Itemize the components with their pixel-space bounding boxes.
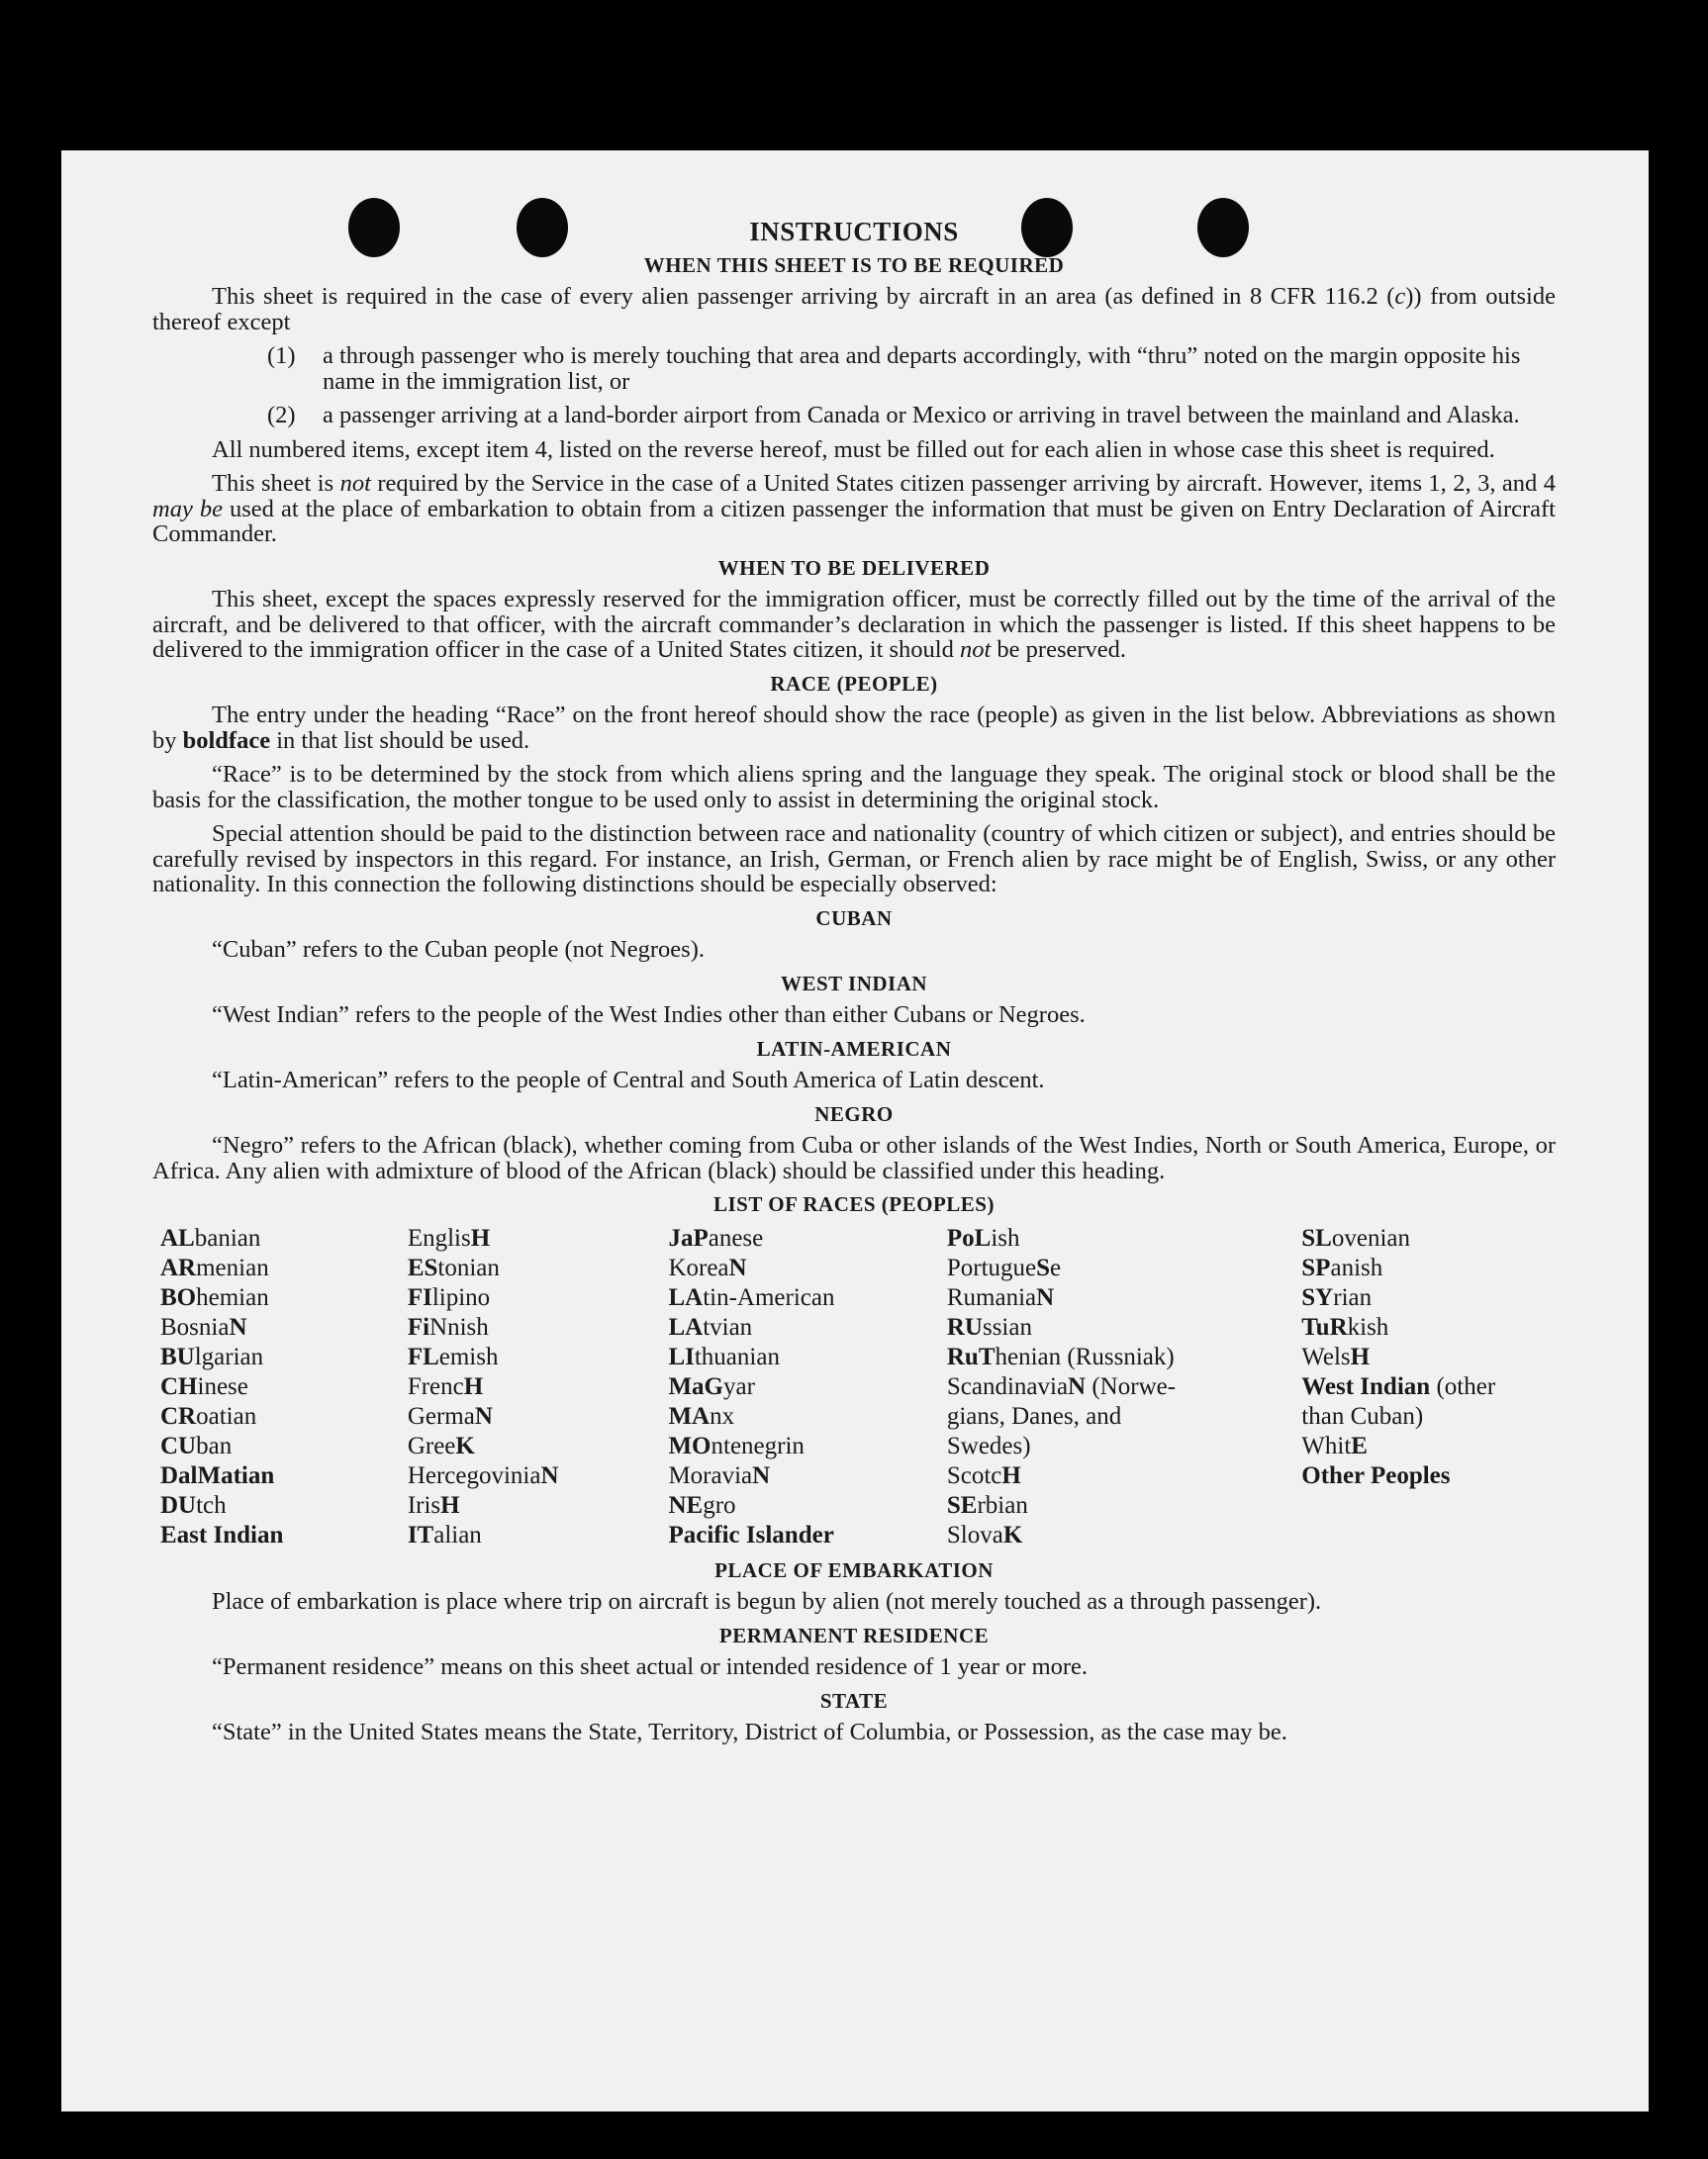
race-entry: ALbanian — [160, 1224, 261, 1252]
section-heading: WEST INDIAN — [780, 971, 928, 995]
race-entry: NEgro — [668, 1491, 736, 1519]
race-entry: MOntenegrin — [668, 1432, 805, 1459]
race-entry: RUssian — [946, 1313, 1032, 1341]
race-entry: PoLish — [946, 1224, 1020, 1252]
list-item: (2) a passenger arriving at a land-border airport from Canada or Mexico or arriving in travel between the mainland and Alaska. — [267, 402, 1520, 428]
race-entry: gians, Danes, and — [946, 1402, 1122, 1430]
race-entry: CUban — [160, 1432, 233, 1459]
paragraph: The entry under the heading “Race” on the front hereof should show the race (people) as given in the list below. Abbreviations as shown by boldface in that list should be used. — [152, 702, 1556, 754]
paragraph: “Negro” refers to the African (black), whether coming from Cuba or other islands of the West Indies, North or South America, Europe, or Africa. Any alien with admixture of blood of the African (black) should be classified under this heading. — [152, 1132, 1556, 1184]
section-heading: RACE (PEOPLE) — [770, 671, 938, 696]
race-entry: ARmenian — [160, 1254, 269, 1281]
paragraph: This sheet is required in the case of every alien passenger arriving by aircraft in an area (as defined in 8 CFR 116.2 (c)) from outside thereof except — [152, 283, 1556, 335]
races-column — [408, 1224, 669, 1550]
paragraph: “West Indian” refers to the people of the West Indies other than either Cubans or Negroes. — [212, 1001, 1086, 1028]
race-entry: Pacific Islander — [668, 1521, 834, 1549]
race-entry: RumaniaN — [946, 1283, 1055, 1311]
race-entry: SlovaK — [946, 1521, 1023, 1549]
race-entry: HercegoviniaN — [407, 1461, 559, 1489]
section-heading: NEGRO — [814, 1101, 894, 1126]
race-entry: BOhemian — [160, 1283, 269, 1311]
race-entry: FrencH — [407, 1372, 484, 1400]
race-entry: ITalian — [407, 1521, 482, 1549]
race-entry: CHinese — [160, 1372, 248, 1400]
page-title: INSTRUCTIONS — [749, 217, 959, 246]
paragraph: Special attention should be paid to the distinction between race and nationality (country of which citizen or subject), and entries should be carefully revised by inspectors in this regard. For instance, an Irish, German, or French alien by race might be of English, Swiss, or any other nationality. In this connection the following distinctions should be especially observed: — [152, 820, 1556, 897]
race-entry: FiNnish — [407, 1313, 489, 1341]
race-entry: WelsH — [1301, 1343, 1371, 1370]
paragraph: This sheet, except the spaces expressly reserved for the immigration officer, must be correctly filled out by the time of the arrival of the aircraft, and be delivered to that officer, with the aircraft commander’s declaration in which the passenger is listed. If this sheet happens to be delivered to the immigration officer in the case of a United States citizen, it should not be preserved. — [152, 586, 1556, 663]
race-entry: BUlgarian — [160, 1343, 264, 1370]
race-entry: KoreaN — [668, 1254, 747, 1281]
section-heading: LATIN-AMERICAN — [756, 1036, 952, 1061]
list-item: (1) a through passenger who is merely touching that area and departs accordingly, with “thru” noted on the margin opposite his name in the immigration list, or — [267, 342, 1521, 395]
paragraph: “Cuban” refers to the Cuban people (not Negroes). — [212, 936, 705, 963]
race-entry: LAtvian — [668, 1313, 753, 1341]
section-heading: STATE — [819, 1688, 889, 1713]
race-entry: DUtch — [160, 1491, 227, 1519]
race-entry: GermaN — [407, 1402, 493, 1430]
race-entry: FIlipino — [407, 1283, 491, 1311]
race-entry: JaPanese — [668, 1224, 764, 1252]
paragraph: “State” in the United States means the State, Territory, District of Columbia, or Possession, as the case may be. — [212, 1719, 1287, 1745]
race-entry: West Indian (other — [1301, 1372, 1496, 1400]
section-heading: PLACE OF EMBARKATION — [714, 1557, 994, 1582]
race-entry: Swedes) — [946, 1432, 1031, 1459]
race-entry: ScandinaviaN (Norwe- — [946, 1372, 1177, 1400]
section-heading: WHEN TO BE DELIVERED — [717, 555, 991, 580]
race-entry: SYrian — [1301, 1283, 1373, 1311]
race-entry: MAnx — [668, 1402, 735, 1430]
race-entry: ScotcH — [946, 1461, 1021, 1489]
race-entry: SLovenian — [1301, 1224, 1411, 1252]
race-entry: SErbian — [946, 1491, 1028, 1519]
instructions-content — [152, 217, 1556, 1754]
paragraph: All numbered items, except item 4, listed on the reverse hereof, must be filled out for each alien in whose case this sheet is required. — [212, 435, 1495, 463]
section-heading: CUBAN — [815, 905, 893, 930]
race-entry: than Cuban) — [1301, 1402, 1424, 1430]
races-column — [1301, 1224, 1556, 1550]
race-entry: FLemish — [407, 1343, 499, 1370]
paragraph: This sheet is not required by the Service in the case of a United States citizen passenger arriving by aircraft. However, items 1, 2, 3, and 4 may be used at the place of embarkation to obtain from a citizen passenger the information that must be given on Entry Declaration of Aircraft Commander. — [152, 470, 1556, 547]
section-heading: LIST OF RACES (PEOPLES) — [713, 1192, 995, 1216]
race-entry: East Indian — [160, 1521, 284, 1549]
document-page — [61, 150, 1649, 2112]
race-entry: MoraviaN — [668, 1461, 771, 1489]
races-column — [668, 1224, 946, 1550]
section-heading: WHEN THIS SHEET IS TO BE REQUIRED — [643, 252, 1065, 277]
race-entry: BosniaN — [160, 1313, 247, 1341]
race-entry: WhitE — [1301, 1432, 1368, 1459]
races-column — [160, 1224, 408, 1550]
race-entry: CRoatian — [160, 1402, 257, 1430]
race-entry: LIthuanian — [668, 1343, 780, 1370]
races-list — [160, 1224, 1556, 1550]
race-entry: Other Peoples — [1301, 1461, 1451, 1489]
race-entry: MaGyar — [668, 1372, 755, 1400]
paragraph: “Race” is to be determined by the stock from which aliens spring and the language they speak. The original stock or blood shall be the basis for the classification, the mother tongue to be used only to assist in determining the original stock. — [152, 761, 1556, 813]
races-column — [947, 1224, 1301, 1550]
race-entry: EStonian — [407, 1254, 500, 1281]
race-entry: TuRkish — [1301, 1313, 1389, 1341]
race-entry: PortugueSe — [946, 1254, 1062, 1281]
race-entry: SPanish — [1301, 1254, 1383, 1281]
race-entry: GreeK — [407, 1432, 475, 1459]
paragraph: Place of embarkation is place where trip on aircraft is begun by alien (not merely touched as a through passenger). — [212, 1588, 1322, 1615]
paragraph: “Latin-American” refers to the people of Central and South America of Latin descent. — [212, 1067, 1045, 1093]
section-heading: PERMANENT RESIDENCE — [718, 1623, 990, 1647]
race-entry: EnglisH — [407, 1224, 491, 1252]
race-entry: RuThenian (Russniak) — [946, 1343, 1175, 1370]
paragraph: “Permanent residence” means on this sheet actual or intended residence of 1 year or more. — [212, 1653, 1089, 1680]
race-entry: IrisH — [407, 1491, 460, 1519]
race-entry: DalMatian — [160, 1461, 275, 1489]
race-entry: LAtin-American — [668, 1283, 835, 1311]
